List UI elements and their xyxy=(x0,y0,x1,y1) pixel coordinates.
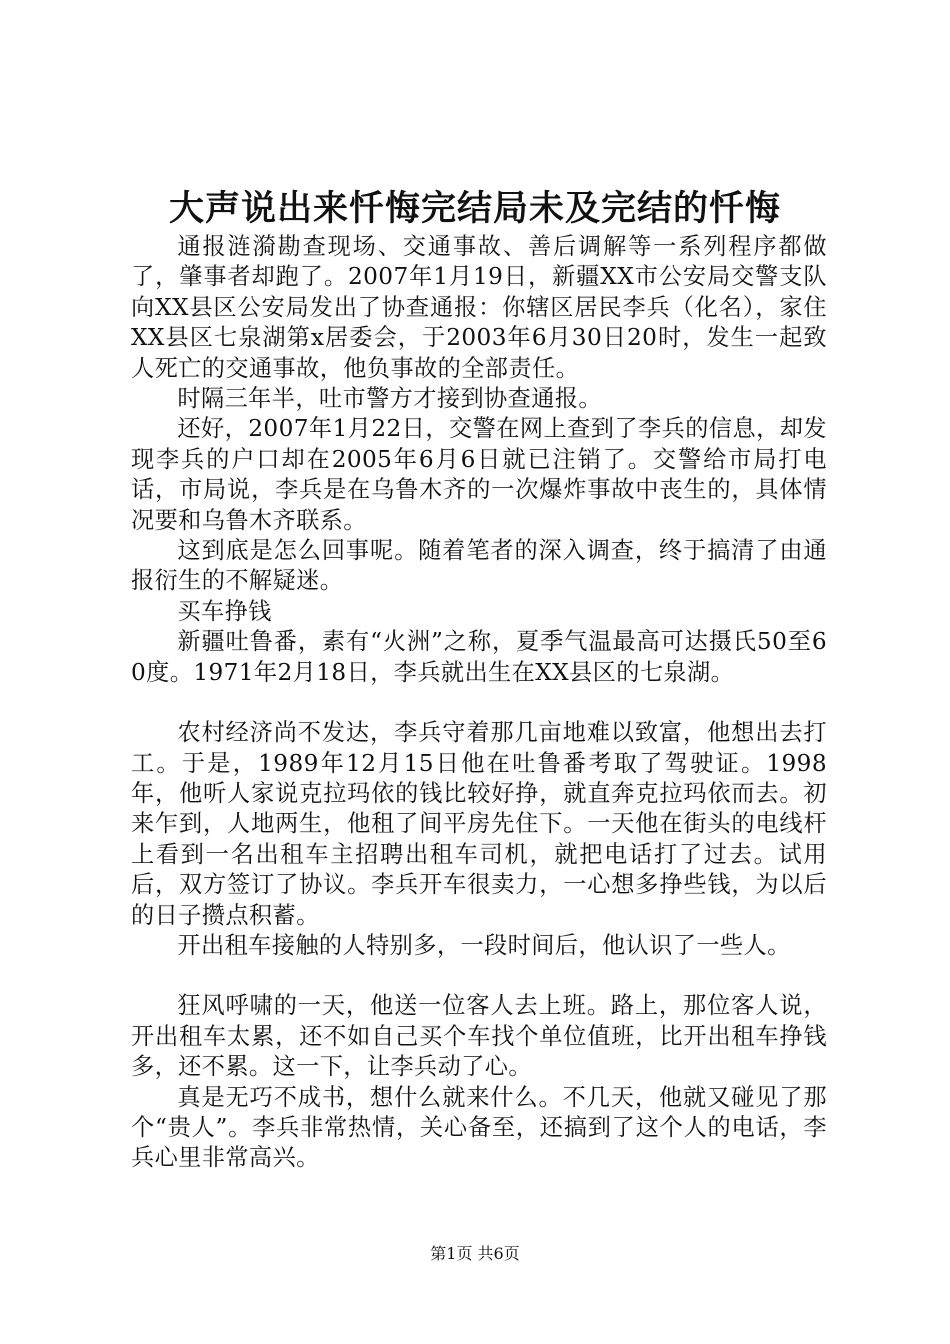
paragraph-investigation: 这到底是怎么回事呢。随着笔者的深入调查，终于搞清了由通报衍生的不解疑迷。 xyxy=(131,537,827,595)
page-number-footer: 第1页 共6页 xyxy=(430,1244,520,1263)
paragraph-bulletin: 通报涟漪勘查现场、交通事故、善后调解等一系列程序都做了，肇事者却跑了。2007年1月19日，新疆XX市公安局交警支队向XX县区公安局发出了协查通报：你辖区居民李兵（化名），家住XX县区七泉湖第x居委会，于2003年6月30日20时，发生一起致人死亡的交通事故，他负事故的全部责任。 xyxy=(131,233,827,382)
section-heading-buy-car: 买车挣钱 xyxy=(177,597,272,625)
paragraph-three-years: 时隔三年半，吐市警方才接到协查通报。 xyxy=(177,385,602,413)
paragraph-coincidence: 真是无巧不成书，想什么就来什么。不几天，他就又碰见了那个“贵人”。李兵非常热情，关心备至，还搞到了这个人的电话，李兵心里非常高兴。 xyxy=(131,1083,827,1172)
paragraph-turpan: 新疆吐鲁番，素有“火洲”之称，夏季气温最高可达摄氏50至60度。1971年2月18日，李兵就出生在XX县区的七泉湖。 xyxy=(131,628,827,686)
paragraph-work: 农村经济尚不发达，李兵守着那几亩地难以致富，他想出去打工。于是，1989年12月15日他在吐鲁番考取了驾驶证。1998年，他听人家说克拉玛依的钱比较好挣，就直奔克拉玛依而去。初来乍到，人地两生，他租了间平房先住下。一天他在街头的电线杆上看到一名出租车主招聘出租车司机，就把电话打了过去。试用后，双方签订了协议。李兵开车很卖力，一心想多挣些钱，为以后的日子攒点积蓄。 xyxy=(131,719,827,929)
document-body xyxy=(131,232,827,1174)
paragraph-windy-day: 狂风呼啸的一天，他送一位客人去上班。路上，那位客人说，开出租车太累，还不如自己买个车找个单位值班，比开出租车挣钱多，还不累。这一下，让李兵动了心。 xyxy=(131,992,827,1081)
paragraph-online-check: 还好，2007年1月22日，交警在网上查到了李兵的信息，却发现李兵的户口却在2005年6月6日就已注销了。交警给市局打电话，市局说，李兵是在乌鲁木齐的一次爆炸事故中丧生的，具体情况要和乌鲁木齐联系。 xyxy=(131,415,827,534)
paragraph-taxi-people: 开出租车接触的人特别多，一段时间后，他认识了一些人。 xyxy=(177,931,791,959)
document-title: 大声说出来忏悔完结局未及完结的忏悔 xyxy=(168,189,781,229)
